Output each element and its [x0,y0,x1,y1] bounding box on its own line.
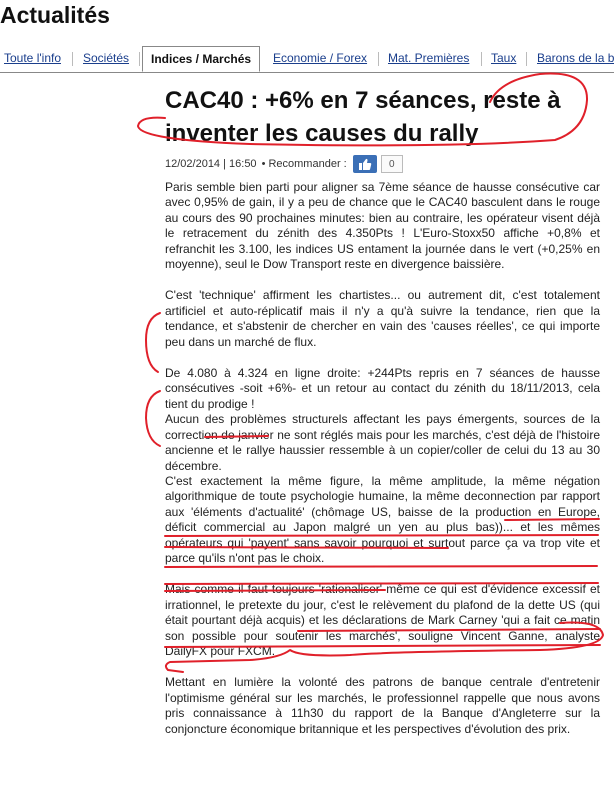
tab-economie-forex[interactable]: Economie / Forex [273,51,368,65]
article-paragraph: C'est 'technique' affirment les chartistes... ou autrement dit, c'est totalement artificiel et auto-réplicatif mais il n'y a qu'à suivre la tendance, rien que la tendance, et s'abstenir de chercher en vain des 'causes réelles', ce qui importe peu dans un marché de flux. [165,288,600,349]
bracket-annotation [146,313,160,372]
like-button[interactable] [353,155,377,173]
bracket-annotation [146,391,160,446]
tab-divider [481,52,482,66]
section-tabs [0,46,614,73]
tab-indices-marches[interactable]: Indices / Marchés [142,46,260,72]
page-title: Actualités [0,2,110,28]
recommend-label: • Recommander : [261,158,347,170]
tab-divider [139,52,140,66]
like-count: 0 [381,155,403,173]
tab-divider [526,52,527,66]
tab-mat-premieres[interactable]: Mat. Premières [388,51,470,65]
article-body [165,180,600,737]
thumbs-up-icon [358,158,372,171]
article-paragraph: Aucun des problèmes structurels affectant les pays émergents, sources de la correction de janvier ne sont réglés mais pour les marchés, c'est déjà de l'histoire ancienne et le rallye haussier ressemble à un copier/coller de celui du 13 au 30 décembre. [165,412,600,473]
tab-taux[interactable]: Taux [491,51,517,65]
article-meta [165,155,403,173]
article-paragraph: C'est exactement la même figure, la même amplitude, la même négation algorithmique de toute psychologie humaine, la même deconnection par rapport aux 'éléments d'actualité' (chômage US, baisse de la production en Europe, déficit commercial au Japon malgré un yen au plus bas))... et les mêmes opérateurs qui 'payent' sans savoir pourquoi et surtout parce ça va trop vite et parce qu'ils n'ont pas le choix. [165,473,600,565]
tab-divider [72,52,73,66]
article-date: 12/02/2014 | 16:50 [165,158,257,170]
article-paragraph: Mettant en lumière la volonté des patrons de banque centrale d'entretenir l'optimisme général sur les marchés, le professionnel rappelle que nous avons pris connaissance à 11h30 du rapport de la Banque d'Angleterre sur la conjoncture économique britannique et les perspectives d'évolution des prix. [165,675,600,736]
article-headline: CAC40 : +6% en 7 séances, reste à inventer les causes du rally [165,87,561,147]
tab-barons[interactable]: Barons de la b [537,51,614,65]
tab-divider [378,52,379,66]
article-paragraph: De 4.080 à 4.324 en ligne droite: +244Pts repris en 7 séances de hausse consécutives -soit +6%- et un retour au contact du zénith du 18/11/2013, cela tient du prodige ! [165,366,600,411]
tab-societes[interactable]: Sociétés [83,51,130,65]
article-paragraph: Mais comme il faut toujours 'rationaliser' même ce qui est d'évidence excessif et irrationnel, le pretexte du jour, c'est le relèvement du plafond de la dette US (qui était pourtant déjà acquis) et les déclarations de Mark Carney 'qui a fait ce matin son possible pour soutenir les marchés', souligne Vincent Ganne, analyste DailyFX pour FXCM. [165,582,600,658]
article-paragraph: Paris semble bien parti pour aligner sa 7ème séance de hausse consécutive car avec 0,95% de gain, il y a peu de chance que le CAC40 basculent dans le rouge au cours des 90 prochaines minutes: bien au contraire, les opérateur visent déjà le retracement du zénith des 4.350Pts ! L'Euro-Stoxx50 affiche +0,8% et refranchit les 3.100, les indices US entament la journée dans le vert (+0,25% en moyenne), seul le Dow Transport reste en divergence baissière. [165,180,600,272]
tab-toute-info[interactable]: Toute l'info [4,51,61,65]
